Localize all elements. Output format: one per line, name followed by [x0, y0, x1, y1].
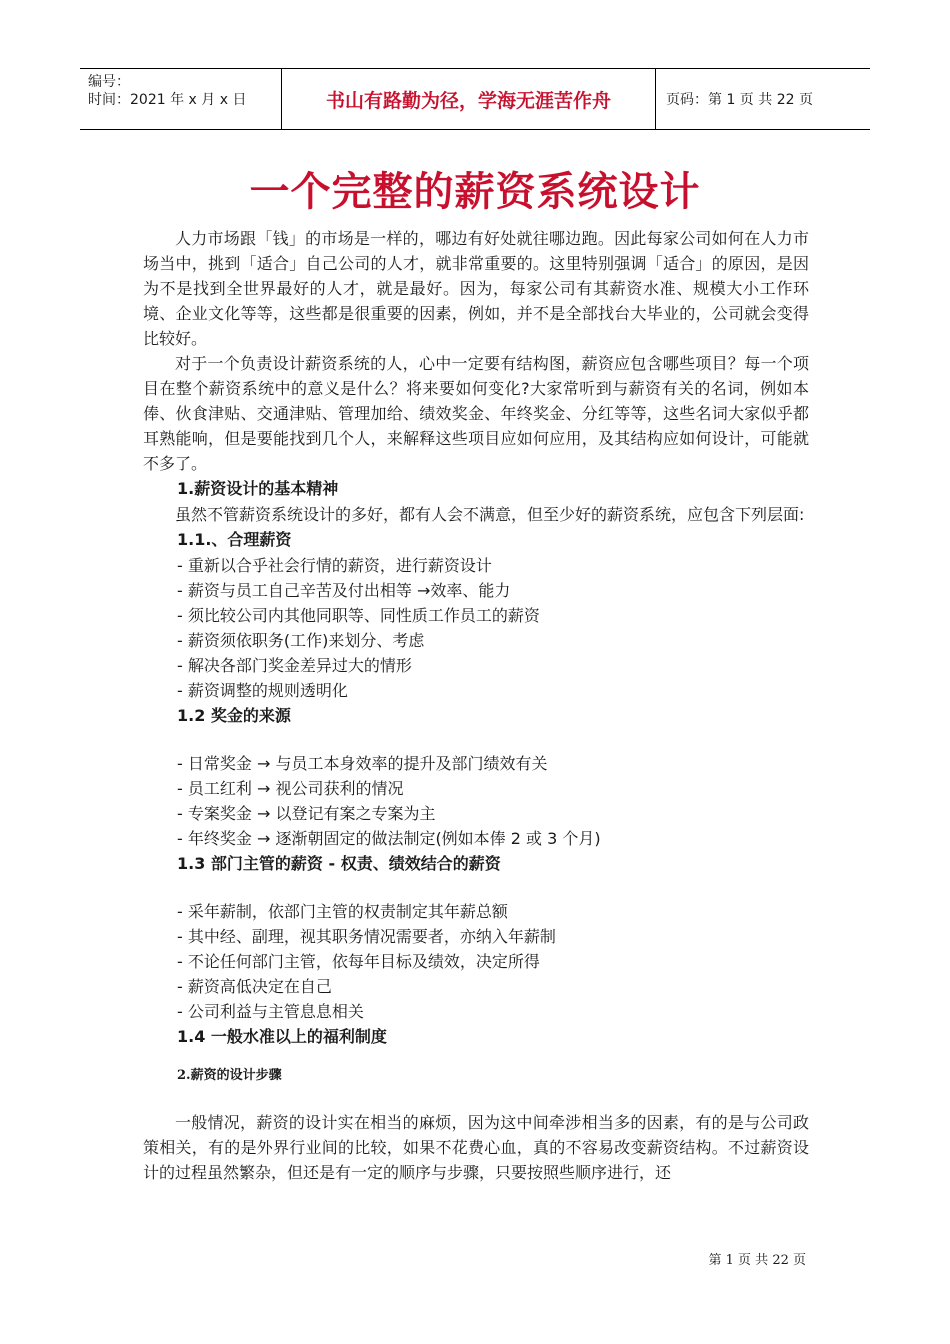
list-item: - 须比较公司内其他同职等、同性质工作员工的薪资 — [177, 606, 540, 625]
section-heading: 2.薪资的设计步骤 — [177, 1068, 282, 1083]
section-heading: 1.薪资设计的基本精神 — [177, 479, 339, 498]
list-item: - 公司利益与主管息息相关 — [177, 1002, 364, 1021]
list-item: - 年终奖金 → 逐渐朝固定的做法制定(例如本俸 2 或 3 个月) — [177, 829, 601, 848]
document-title: 一个完整的薪资系统设计 — [249, 168, 701, 215]
header-table — [80, 68, 870, 130]
page-footer: 第 1 页 共 22 页 — [708, 1253, 806, 1268]
document-time-label: 时间：2021 年 x 月 x 日 — [88, 92, 247, 108]
document-body — [143, 226, 809, 1185]
spacer — [143, 729, 809, 751]
list-item: - 解决各部门奖金差异过大的情形 — [177, 656, 412, 675]
subsection-heading: 1.1.、合理薪资 — [177, 530, 292, 549]
header-page-info: 页码：第 1 页 共 22 页 — [666, 92, 813, 108]
list-item: - 薪资与员工自己辛苦及付出相等 →效率、能力 — [177, 581, 511, 600]
list-item: - 日常奖金 → 与员工本身效率的提升及部门绩效有关 — [177, 754, 548, 773]
spacer — [143, 877, 809, 899]
list-item: - 薪资须依职务(工作)来划分、考虑 — [177, 631, 425, 650]
header-info-cell — [80, 69, 282, 129]
list-item: - 其中经、副理，视其职务情况需要者，亦纳入年薪制 — [177, 927, 556, 946]
list-item: - 薪资高低决定在自己 — [177, 977, 332, 996]
list-item: - 不论任何部门主管，依每年目标及绩效，决定所得 — [177, 952, 540, 971]
section-paragraph: 虽然不管薪资系统设计的多好，都有人会不满意，但至少好的薪资系统，应包含下列层面: — [175, 505, 805, 524]
list-item: - 员工红利 → 视公司获利的情况 — [177, 779, 404, 798]
subsection-heading: 1.3 部门主管的薪资 - 权责、绩效结合的薪资 — [177, 854, 501, 873]
list-item: - 重新以合乎社会行情的薪资，进行薪资设计 — [177, 556, 492, 575]
section-paragraph: 一般情况，薪资的设计实在相当的麻烦，因为这中间牵涉相当多的因素，有的是与公司政策相关，有的是外界行业间的比较，如果不花费心血，真的不容易改变薪资结构。不过薪资设计的过程虽然繁杂，但还是有一定的顺序与步骤，只要按照些顺序进行，还 — [143, 1113, 809, 1182]
header-motto: 书山有路勤为径，学海无涯苦作舟 — [282, 69, 656, 129]
document-number-label: 编号： — [88, 74, 130, 90]
intro-paragraph: 人力市场跟「钱」的市场是一样的，哪边有好处就往哪边跑。因此每家公司如何在人力市场当中，挑到「适合」自己公司的人才，就非常重要的。这里特别强调「适合」的原因，是因为不是找到全世界最好的人才，就是最好。因为，每家公司有其薪资水准、规模大小工作环境、企业文化等等，这些都是很重要的因素，例如，并不是全部找台大毕业的，公司就会变得比较好。 — [143, 229, 809, 348]
subsection-heading: 1.2 奖金的来源 — [177, 706, 291, 725]
intro-paragraph: 对于一个负责设计薪资系统的人，心中一定要有结构图，薪资应包含哪些项目？每一个项目在整个薪资系统中的意义是什么？将来要如何变化?大家常听到与薪资有关的名词，例如本俸、伙食津贴、交通津贴、管理加给、绩效奖金、年终奖金、分红等等，这些名词大家似乎都耳熟能响，但是要能找到几个人，来解释这些项目应如何应用，及其结构应如何设计，可能就不多了。 — [143, 354, 809, 473]
list-item: - 采年薪制，依部门主管的权责制定其年薪总额 — [177, 902, 508, 921]
list-item: - 薪资调整的规则透明化 — [177, 681, 348, 700]
spacer — [143, 1088, 809, 1110]
subsection-heading: 1.4 一般水准以上的福利制度 — [177, 1027, 387, 1046]
list-item: - 专案奖金 → 以登记有案之专案为主 — [177, 804, 436, 823]
